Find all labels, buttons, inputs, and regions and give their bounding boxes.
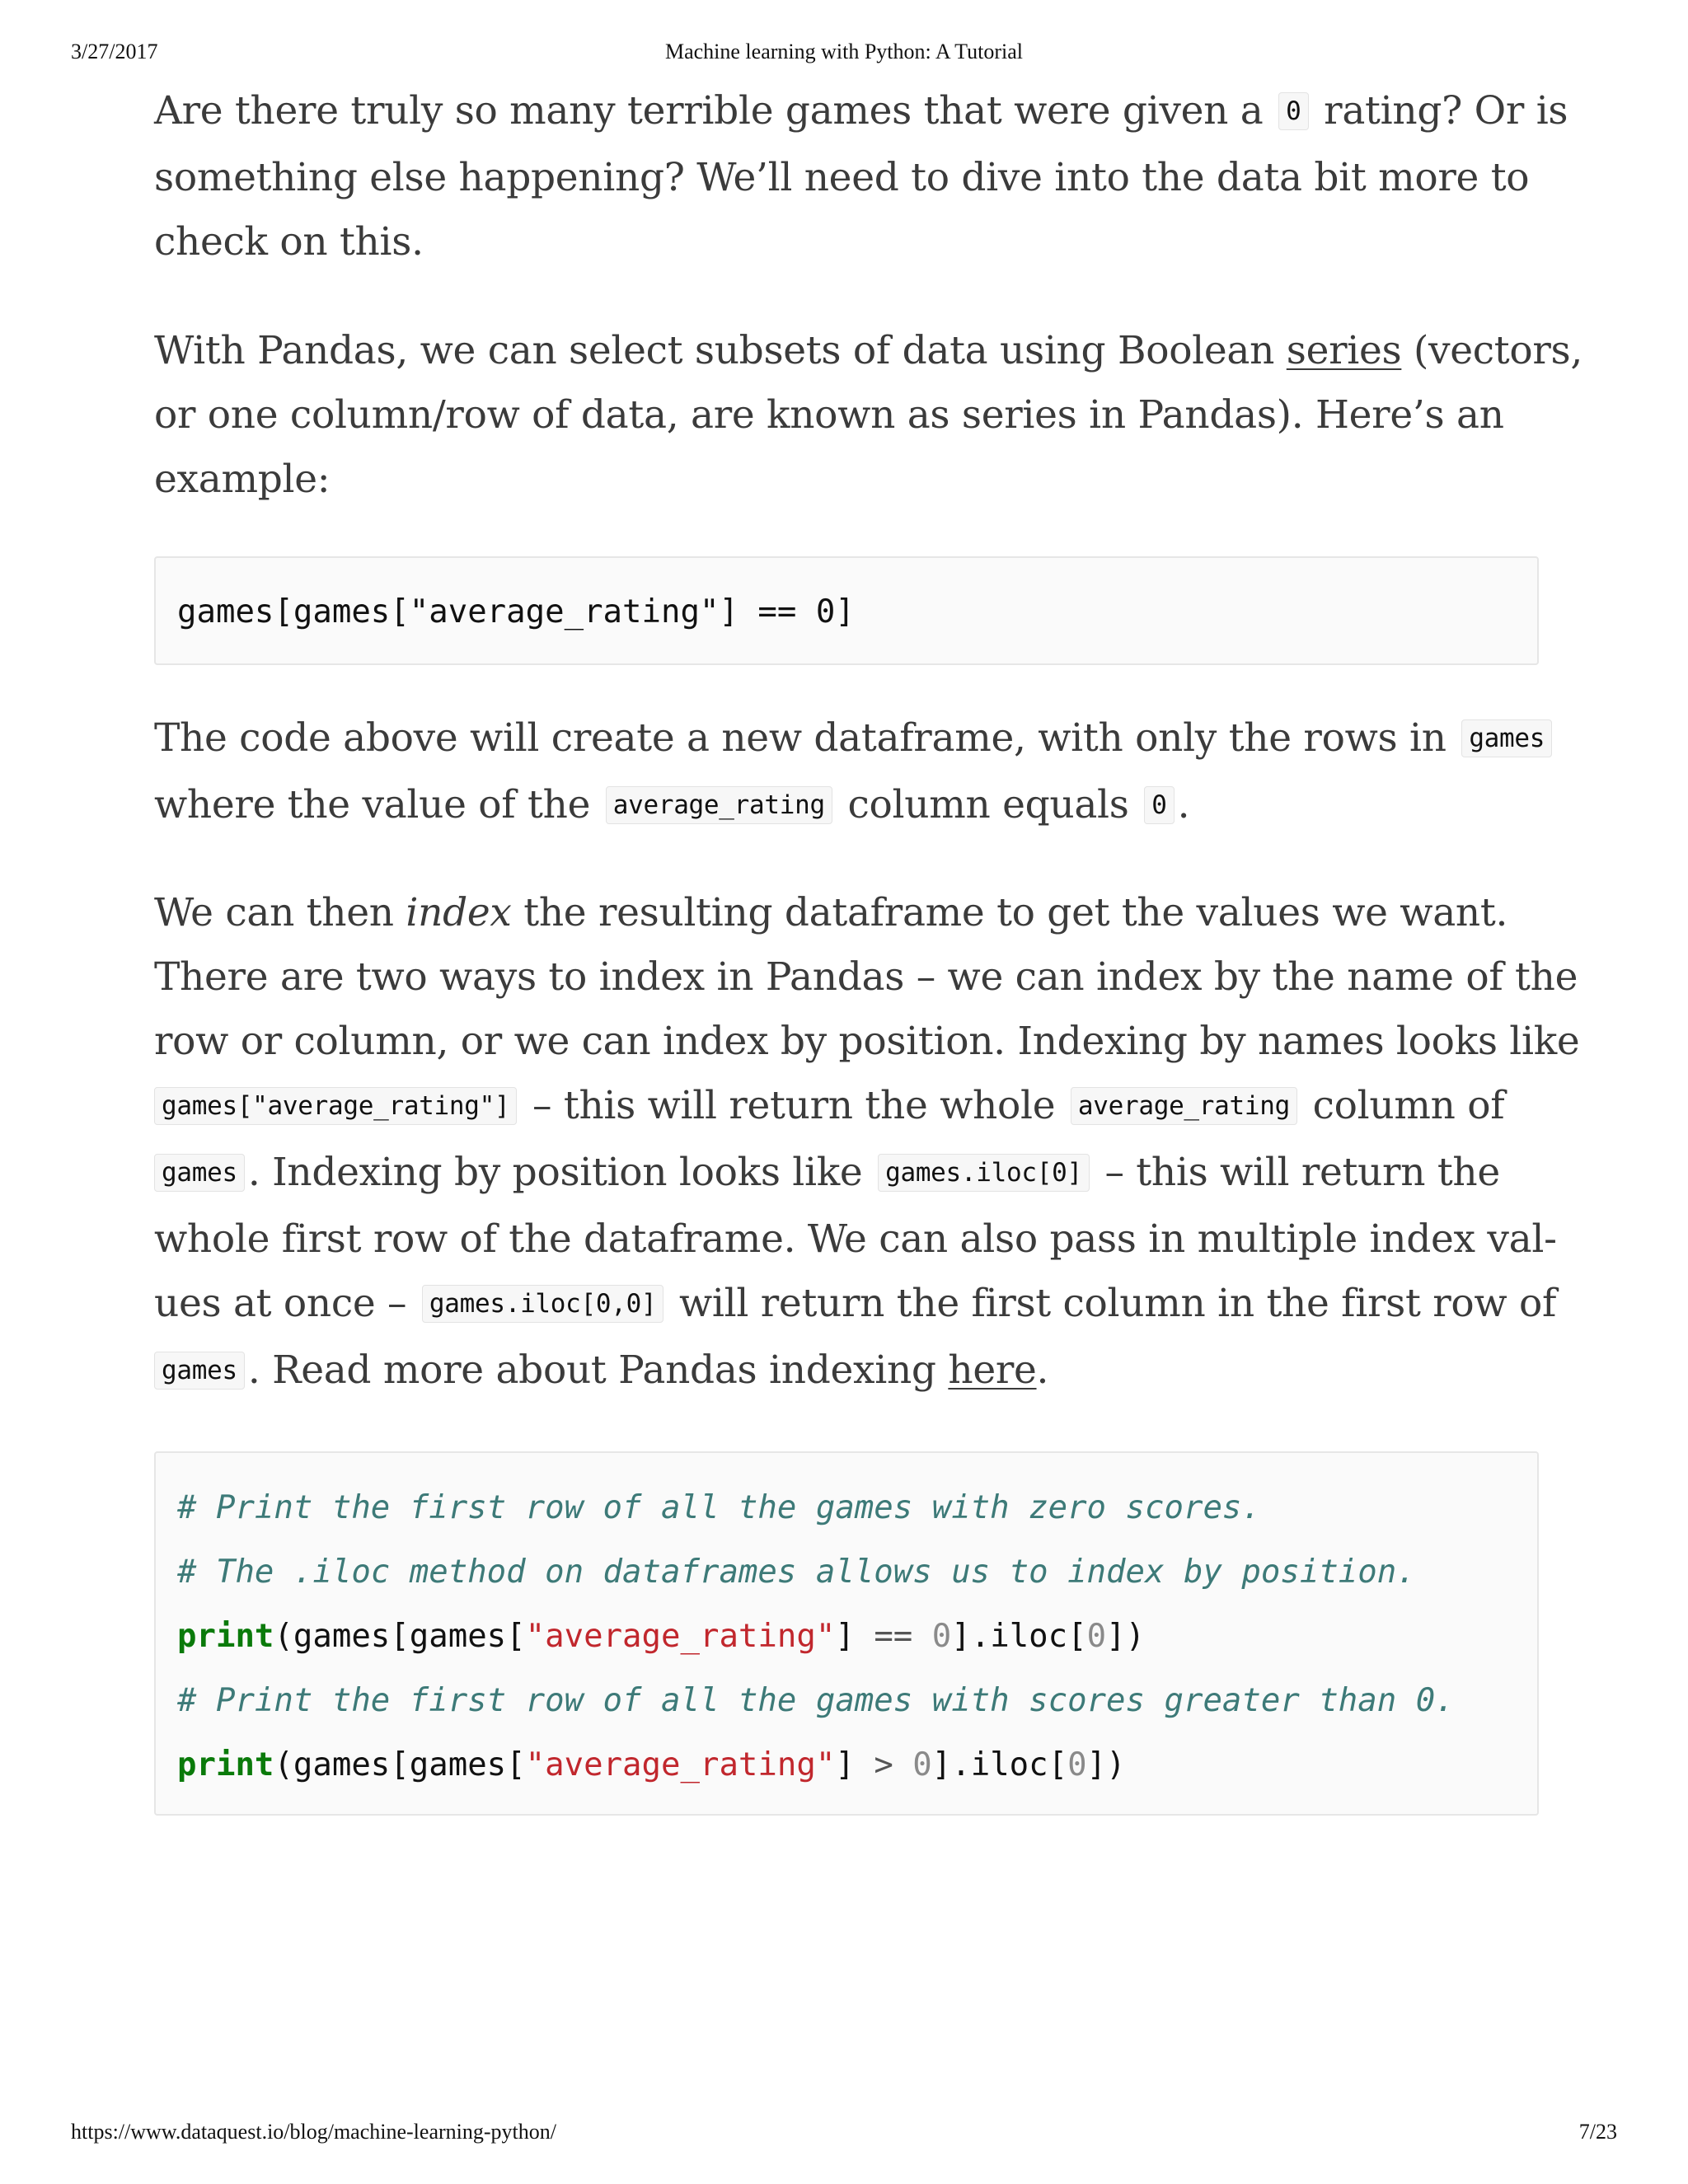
text-run: ues at once –: [154, 1281, 419, 1326]
text-line: [154, 79, 1568, 146]
inline-code: games.iloc[0]: [878, 1154, 1090, 1192]
emphasis: index: [406, 890, 512, 935]
print-date: 3/27/2017: [71, 40, 158, 63]
code-line: games[games["average_rating"] == 0]: [177, 593, 855, 630]
code-block-iloc: [154, 1451, 1539, 1816]
inline-code: average_rating: [606, 786, 832, 824]
text-run: Are there truly so many terrible games that were given a: [154, 88, 1276, 134]
paragraph-indexing: [154, 881, 1580, 1405]
inline-code: games["average_rating"]: [154, 1087, 517, 1125]
operator: >: [874, 1746, 893, 1783]
code-block-filter: [154, 556, 1539, 665]
operator: ==: [874, 1618, 913, 1655]
text-run: – this will return the: [1092, 1150, 1500, 1195]
keyword: print: [177, 1746, 274, 1783]
text-run: The code above will create a new dataframe, with only the rows in: [154, 715, 1459, 761]
paragraph-zero-rating: [154, 79, 1568, 274]
text-line: There are two ways to index in Pandas – we can index by the name of the: [154, 954, 1578, 1000]
keyword: print: [177, 1618, 274, 1655]
text-run: .: [1036, 1347, 1049, 1393]
code-comment: # Print the first row of all the games with zero scores.: [177, 1489, 1261, 1526]
page-footer: [0, 2120, 1688, 2153]
code-text: (games[games[: [274, 1618, 526, 1655]
text-run: . Read more about Pandas indexing: [247, 1347, 949, 1393]
number-literal: 0: [1067, 1746, 1087, 1783]
code-comment: # Print the first row of all the games with scores greater than 0.: [177, 1682, 1455, 1719]
text-run: the resulting dataframe to get the values we want.: [511, 890, 1508, 935]
code-text: (games[games[: [274, 1746, 526, 1783]
inline-code: games: [154, 1352, 245, 1390]
document-title: Machine learning with Python: A Tutorial: [664, 40, 1024, 63]
text-line: [154, 706, 1545, 773]
text-run: column equals: [835, 782, 1142, 827]
source-url: https://www.dataquest.io/blog/machine-learning-python/: [71, 2120, 556, 2144]
code-text: ].iloc[: [931, 1746, 1068, 1783]
inline-code: 0: [1144, 786, 1174, 824]
text-line: something else happening? We’ll need to dive into the data bit more to: [154, 155, 1530, 200]
text-run: .: [1177, 782, 1190, 827]
text-line: [154, 1074, 1539, 1141]
inline-code: 0: [1278, 92, 1308, 130]
code-line: [177, 1733, 1516, 1797]
inline-code: games: [1461, 719, 1552, 757]
code-text: ].iloc[: [951, 1618, 1087, 1655]
page-header: [0, 40, 1688, 73]
number-literal: 0: [912, 1746, 932, 1783]
code-text: [912, 1618, 931, 1655]
text-run: where the value of the: [154, 782, 603, 827]
text-line: [154, 881, 1539, 945]
text-run: – this will return the whole: [520, 1083, 1067, 1128]
code-text: ]: [835, 1746, 874, 1783]
code-text: ]: [835, 1618, 874, 1655]
code-text: ]): [1086, 1746, 1126, 1783]
series-link[interactable]: series: [1286, 328, 1402, 373]
number-literal: 0: [1086, 1618, 1107, 1655]
text-line: [154, 1338, 1539, 1405]
text-run: We can then: [154, 890, 406, 935]
string-literal: "average_rating": [525, 1618, 836, 1655]
code-text: ]): [1106, 1618, 1146, 1655]
text-line: [154, 773, 1539, 840]
text-line: [154, 319, 1583, 383]
text-run: (vectors,: [1401, 328, 1583, 373]
text-line: or one column/row of data, are known as series in Pandas). Here’s an: [154, 392, 1504, 438]
number-literal: 0: [931, 1618, 952, 1655]
text-run: . Indexing by position looks like: [247, 1150, 875, 1195]
paragraph-new-dataframe: [154, 706, 1545, 840]
text-line: whole first row of the dataframe. We can also pass in multiple index val-: [154, 1216, 1557, 1262]
inline-code: games: [154, 1154, 245, 1192]
text-run: With Pandas, we can select subsets of data using Boolean: [154, 328, 1287, 373]
text-line: example:: [154, 457, 331, 502]
code-text: [893, 1746, 912, 1783]
code-comment: # The .iloc method on dataframes allows us to index by position.: [177, 1554, 1416, 1591]
paragraph-boolean-series: [154, 319, 1583, 512]
page-number: 7/23: [1578, 2120, 1617, 2144]
text-line: row or column, or we can index by position. Indexing by names looks like: [154, 1019, 1580, 1064]
string-literal: "average_rating": [525, 1746, 836, 1783]
here-link[interactable]: here: [948, 1347, 1037, 1393]
text-run: will return the first column in the first row of: [667, 1281, 1557, 1326]
text-line: check on this.: [154, 219, 424, 265]
inline-code: games.iloc[0,0]: [422, 1285, 663, 1323]
text-run: rating? Or is: [1311, 88, 1568, 134]
text-line: [154, 1272, 1557, 1338]
text-line: [154, 1141, 1539, 1207]
code-line: [177, 1605, 1516, 1669]
article-content: [154, 79, 1583, 1816]
text-run: column of: [1300, 1083, 1505, 1128]
inline-code: average_rating: [1071, 1087, 1297, 1125]
